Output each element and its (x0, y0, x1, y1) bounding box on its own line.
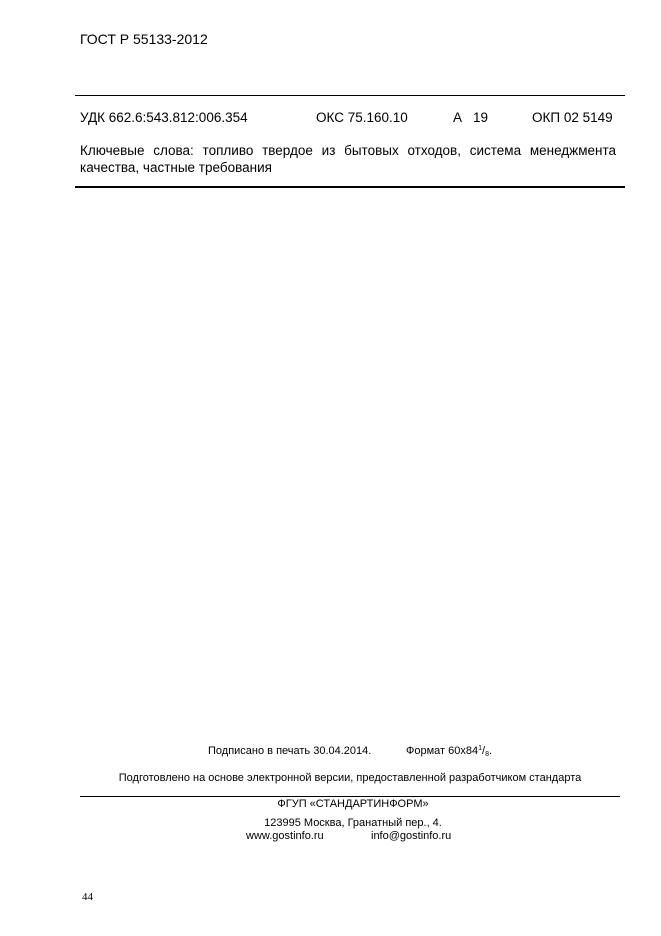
publisher-name: ФГУП «СТАНДАРТИНФОРМ» (277, 798, 429, 810)
footer-divider (80, 796, 620, 797)
signed-date: Подписано в печать 30.04.2014. (208, 745, 372, 757)
format-suffix: . (488, 745, 493, 757)
top-divider (75, 95, 625, 96)
publisher-website[interactable]: www.gostinfo.ru (246, 830, 324, 842)
keywords-block (80, 142, 616, 176)
document-header: ГОСТ Р 55133-2012 (80, 31, 208, 47)
keywords-line-2: качества, частные требования (80, 160, 272, 175)
format-denominator: 8 (485, 751, 489, 758)
oks-code: ОКС 75.160.10 (316, 110, 408, 125)
keywords-line-1: Ключевые слова: топливо твердое из бытовых отходов, система менеджмента (80, 143, 616, 158)
prepared-note: Подготовлено на основе электронной версии, предоставленной разработчиком стандарта (118, 772, 582, 784)
format-numerator: 1 (478, 745, 483, 752)
okp-code: ОКП 02 5149 (532, 110, 613, 125)
publisher-email[interactable]: info@gostinfo.ru (371, 830, 452, 842)
publisher-address: 123995 Москва, Гранатный пер., 4. (264, 817, 442, 829)
paper-format (406, 745, 492, 758)
group-number: 19 (473, 110, 489, 125)
page-number: 44 (82, 891, 93, 903)
group-letter: А (453, 110, 463, 125)
format-slash: / (482, 745, 486, 757)
format-prefix: Формат 60x84 (406, 745, 479, 757)
udk-code: УДК 662.6:543.812:006.354 (80, 110, 248, 125)
bottom-divider (75, 186, 625, 188)
